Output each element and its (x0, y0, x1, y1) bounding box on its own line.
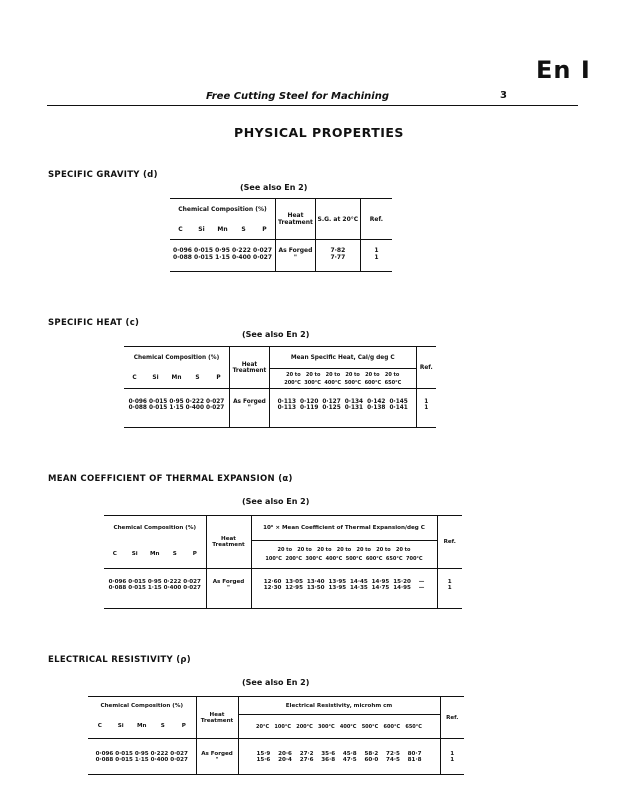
range-start-row: 20 to 20 to 20 to 20 to 20 to 20 to 20 to (277, 546, 411, 553)
header-composition: Chemical Composition (%) (104, 516, 206, 541)
table-foot (416, 415, 436, 428)
table-foot (315, 264, 360, 272)
table-row-composition: 0·096 0·015 0·95 0·222 0·027 (124, 389, 230, 405)
header-heat-treatment (276, 199, 316, 240)
table-row-composition: 0·088 0·015 1·15 0·400 0·027 (172, 253, 273, 261)
element-si: Si (198, 225, 205, 233)
element-p: P (216, 375, 221, 382)
header-ref: Ref. (360, 199, 392, 240)
header-composition: Chemical Composition (%) (124, 347, 230, 369)
table-row-heat: " (196, 757, 238, 767)
table-row-value: 7·77 (315, 254, 360, 264)
see-also-note: (See also En 2) (242, 497, 310, 506)
header-heat-line2: Treatment (232, 367, 267, 374)
header-composition: Chemical Composition (%) (170, 199, 276, 220)
running-title: Free Cutting Steel for Machining (206, 91, 390, 102)
element-mn: Mn (149, 551, 160, 558)
section-heading-electrical-resistivity: ELECTRICAL RESISTIVITY (ρ) (48, 655, 191, 665)
header-property: Mean Specific Heat, Cal/g deg C (269, 347, 416, 369)
table-foot (437, 595, 462, 609)
header-heat-line2: Treatment (278, 219, 313, 226)
electrical-resistivity-table (88, 696, 464, 775)
table-row-values: 15·9 20·6 27·2 35·6 45·8 58·2 72·5 80·7 (238, 739, 440, 757)
temperature-ranges (269, 369, 416, 389)
element-p: P (262, 225, 267, 233)
section-heading-specific-gravity: SPECIFIC GRAVITY (d) (48, 170, 158, 180)
header-heat-line1: Heat (209, 711, 225, 718)
header-property: 10⁶ × Mean Coefficient of Thermal Expansion/deg C (251, 516, 437, 541)
header-heat-line2: Treatment (200, 717, 234, 724)
range-end-row: 100°C 200°C 300°C 400°C 500°C 600°C 650°C 700°C (265, 555, 423, 562)
table-row-values: 0·113 0·119 0·125 0·131 0·138 0·141 (269, 405, 416, 415)
temperature-ranges (251, 541, 437, 569)
table-row-heat: As Forged (196, 739, 238, 757)
header-ref: Ref. (437, 516, 462, 569)
table-row-composition: 0·088 0·015 1·15 0·400 0·027 (108, 584, 201, 591)
section-heading-specific-heat: SPECIFIC HEAT (c) (48, 318, 140, 328)
range-end-row: 200°C 300°C 400°C 500°C 600°C 650°C (284, 379, 402, 386)
table-foot (206, 595, 251, 609)
table-row-ref: 1 (440, 739, 464, 757)
see-also-note: (See also En 2) (242, 678, 310, 687)
element-mn: Mn (217, 225, 228, 233)
header-heat-line1: Heat (287, 212, 304, 219)
header-rule (47, 105, 578, 106)
table-row-heat: " (206, 585, 251, 595)
table-row-heat: As Forged (206, 569, 251, 585)
table-foot (269, 415, 416, 428)
element-header-row (170, 220, 276, 240)
document-id: En I (536, 56, 591, 84)
table-row-values: 15·6 20·4 27·6 36·8 47·5 60·0 74·5 81·8 (238, 757, 440, 767)
element-p: P (192, 551, 197, 558)
table-foot (238, 767, 440, 775)
element-c: C (178, 225, 183, 233)
table-foot (360, 264, 392, 272)
header-ref: Ref. (416, 347, 436, 389)
table-foot (196, 767, 238, 775)
header-property: Electrical Resistivity, microhm cm (238, 697, 440, 715)
element-p: P (181, 723, 186, 730)
element-si: Si (152, 375, 159, 382)
table-row-ref: 1 (437, 585, 462, 595)
table-row-heat: " (276, 254, 316, 264)
table-row-ref: 1 (360, 240, 392, 254)
table-foot (124, 415, 230, 428)
element-s: S (172, 551, 177, 558)
header-sg: S.G. at 20°C (315, 199, 360, 240)
table-row-composition: 0·096 0·015 0·95 0·222 0·027 (88, 739, 196, 757)
table-foot (251, 595, 437, 609)
element-mn: Mn (171, 375, 182, 382)
element-c: C (112, 551, 117, 558)
element-c: C (97, 723, 102, 730)
page-title: PHYSICAL PROPERTIES (234, 125, 404, 140)
thermal-expansion-table (104, 515, 462, 609)
table-row-values: 12·60 13·05 13·40 13·95 14·45 14·95 15·20 — (251, 569, 437, 585)
table-row-composition: 0·088 0·015 1·15 0·400 0·027 (128, 404, 225, 411)
table-row-heat: As Forged (276, 240, 316, 254)
table-row-heat: " (230, 405, 270, 415)
section-heading-thermal-expansion: MEAN COEFFICIENT OF THERMAL EXPANSION (α) (48, 474, 293, 484)
element-header-row (104, 541, 206, 569)
range-start-row: 20 to 20 to 20 to 20 to 20 to 20 to (286, 371, 400, 378)
see-also-note: (See also En 2) (242, 330, 310, 339)
element-s: S (195, 375, 200, 382)
table-row-value: 7·82 (315, 240, 360, 254)
temperature-row: 20°C 100°C 200°C 300°C 400°C 500°C 600°C 650°C (238, 715, 440, 739)
header-heat-line1: Heat (241, 361, 258, 368)
table-row-ref: 1 (416, 389, 436, 405)
see-also-note: (See also En 2) (240, 183, 308, 192)
table-foot (104, 595, 206, 609)
element-s: S (241, 225, 246, 233)
element-mn: Mn (136, 723, 147, 730)
specific-gravity-table (170, 198, 392, 272)
table-row-heat: As Forged (230, 389, 270, 405)
element-si: Si (117, 723, 124, 730)
element-header-row (88, 715, 196, 739)
table-row-composition: 0·096 0·015 0·95 0·222 0·027 (104, 569, 206, 585)
header-composition: Chemical Composition (%) (88, 697, 196, 715)
table-foot (440, 767, 464, 775)
table-foot (230, 415, 270, 428)
table-row-ref: 1 (440, 757, 464, 767)
header-heat-line1: Heat (221, 536, 236, 542)
table-row-composition: 0·096 0·015 0·95 0·222 0·027 (170, 240, 276, 254)
element-si: Si (131, 551, 138, 558)
header-heat-treatment (206, 516, 251, 569)
header-heat-treatment (196, 697, 238, 739)
table-row-ref: 1 (437, 569, 462, 585)
table-row-composition: 0·088 0·015 1·15 0·400 0·027 (95, 756, 188, 763)
element-header-row (124, 369, 230, 389)
header-heat-treatment (230, 347, 270, 389)
table-foot (276, 264, 316, 272)
table-row-values: 12·30 12·95 13·50 13·95 14·35 14·75 14·95 — (251, 585, 437, 595)
table-row-values: 0·113 0·120 0·127 0·134 0·142 0·145 (269, 389, 416, 405)
element-s: S (160, 723, 165, 730)
table-foot (170, 264, 276, 272)
header-heat-line2: Treatment (212, 542, 245, 548)
page-number: 3 (500, 90, 507, 101)
table-foot (88, 767, 196, 775)
header-ref: Ref. (440, 697, 464, 739)
table-row-ref: 1 (360, 254, 392, 264)
element-c: C (132, 375, 137, 382)
table-row-ref: 1 (416, 405, 436, 415)
specific-heat-table (124, 346, 436, 428)
